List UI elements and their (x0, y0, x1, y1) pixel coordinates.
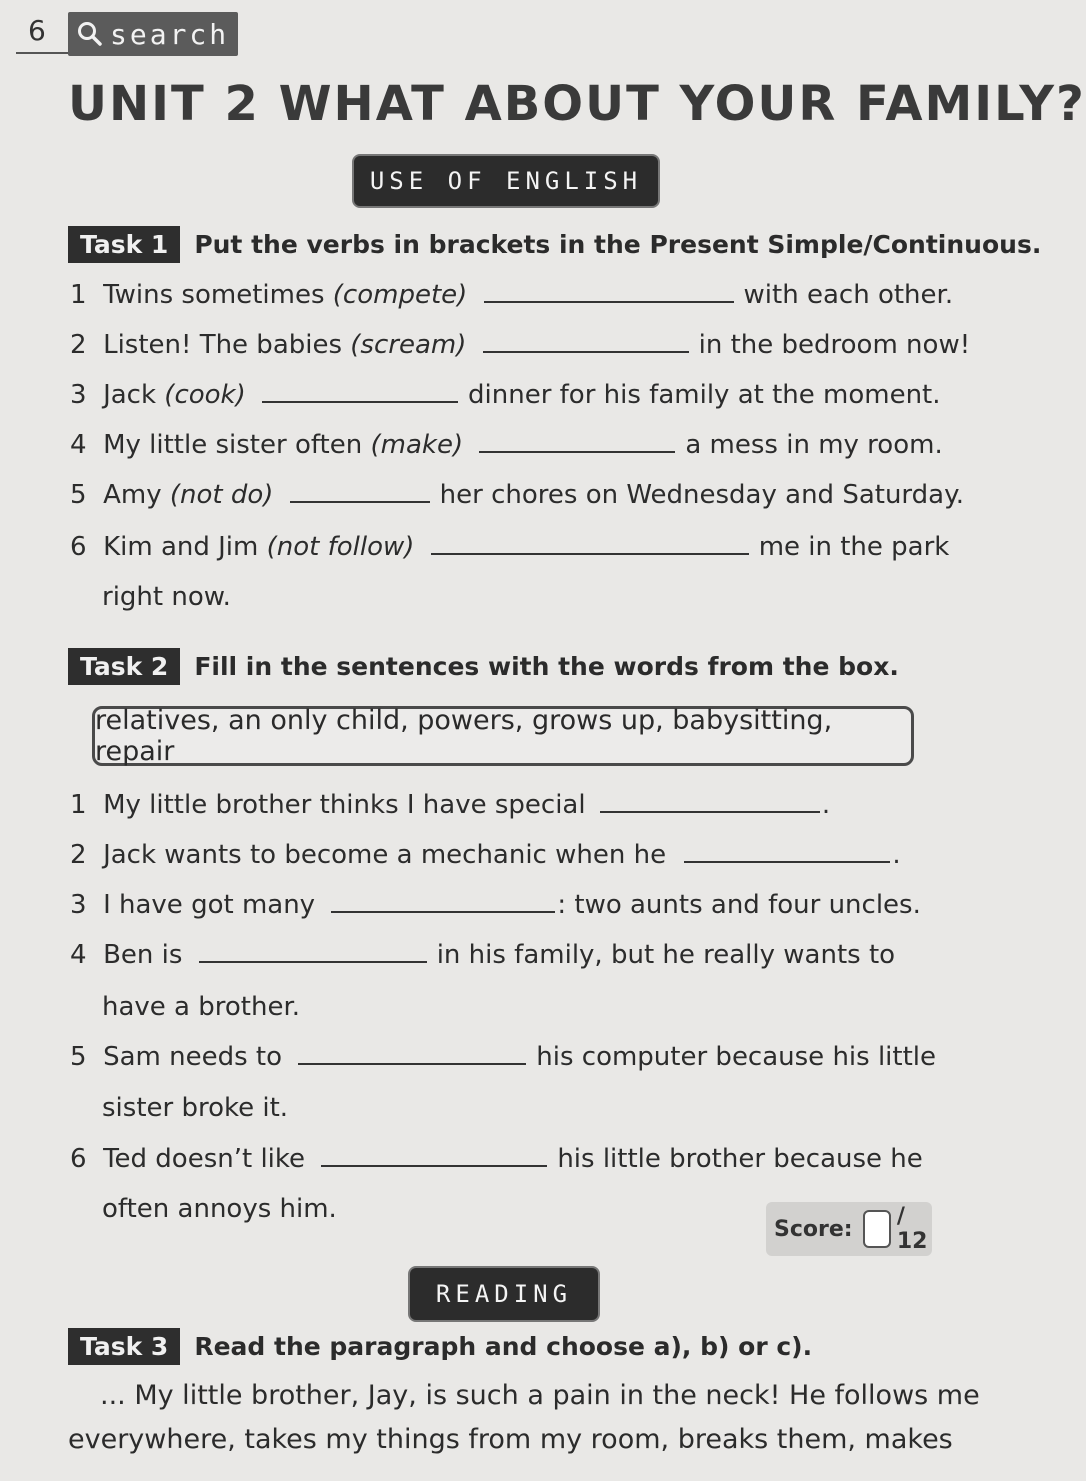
task2-item-5: 5 Sam needs to his computer because his little (70, 1042, 937, 1072)
unit-title: UNIT 2 WHAT ABOUT YOUR FAMILY? (68, 76, 1086, 132)
answer-blank[interactable] (479, 450, 675, 453)
score-label: Score: (774, 1216, 853, 1242)
task1-item-6: 6 Kim and Jim (not follow) me in the park (70, 532, 950, 562)
task3-header (68, 1328, 812, 1365)
task1-instruction: Put the verbs in brackets in the Present Simple/Continuous. (194, 230, 1042, 259)
score-total: / 12 (896, 1204, 928, 1254)
task1-item-1: 1 Twins sometimes (compete) with each other. (70, 280, 954, 310)
answer-blank[interactable] (331, 910, 555, 913)
search-badge (68, 12, 238, 56)
answer-blank[interactable] (290, 500, 430, 503)
page-number: 6 (28, 14, 46, 47)
answer-blank[interactable] (321, 1164, 547, 1167)
answer-blank[interactable] (262, 400, 458, 403)
section-reading: READING (408, 1266, 600, 1322)
section-use-of-english: USE OF ENGLISH (352, 154, 660, 208)
score-panel (766, 1202, 932, 1256)
task1-badge: Task 1 (68, 226, 180, 263)
task2-badge: Task 2 (68, 648, 180, 685)
task1-item-2: 2 Listen! The babies (scream) in the bedroom now! (70, 330, 971, 360)
score-input-box[interactable] (863, 1210, 891, 1248)
page-number-rule (16, 52, 68, 54)
word-box: relatives, an only child, powers, grows up, babysitting, repair (92, 706, 914, 766)
task2-item-2: 2 Jack wants to become a mechanic when he . (70, 840, 901, 870)
task1-item-5: 5 Amy (not do) her chores on Wednesday and Saturday. (70, 480, 965, 510)
answer-blank[interactable] (199, 960, 427, 963)
task2-header (68, 648, 899, 685)
task1-item-6-cont: right now. (102, 582, 231, 612)
task2-item-5-cont: sister broke it. (102, 1093, 289, 1123)
task1-item-4: 4 My little sister often (make) a mess in my room. (70, 430, 943, 460)
task1-item-3: 3 Jack (cook) dinner for his family at the moment. (70, 380, 941, 410)
task2-item-6: 6 Ted doesn’t like his little brother because he (70, 1144, 923, 1174)
task3-badge: Task 3 (68, 1328, 180, 1365)
answer-blank[interactable] (684, 860, 890, 863)
task2-item-1: 1 My little brother thinks I have special . (70, 790, 831, 820)
answer-blank[interactable] (431, 552, 749, 555)
search-label: search (110, 17, 230, 51)
answer-blank[interactable] (483, 350, 689, 353)
task2-item-3: 3 I have got many : two aunts and four uncles. (70, 890, 921, 920)
task2-item-6-cont: often annoys him. (102, 1194, 337, 1224)
task2-instruction: Fill in the sentences with the words from the box. (194, 652, 899, 681)
task1-header (68, 226, 1041, 263)
task2-item-4-cont: have a brother. (102, 992, 301, 1022)
task3-instruction: Read the paragraph and choose a), b) or c). (194, 1332, 813, 1361)
search-icon (76, 20, 104, 48)
answer-blank[interactable] (298, 1062, 526, 1065)
task3-paragraph-line-2: everywhere, takes my things from my room, breaks them, makes (68, 1424, 953, 1455)
task2-item-4: 4 Ben is in his family, but he really wants to (70, 940, 896, 970)
answer-blank[interactable] (600, 810, 820, 813)
answer-blank[interactable] (484, 300, 734, 303)
task3-paragraph-line-1: ... My little brother, Jay, is such a pain in the neck! He follows me (100, 1380, 980, 1411)
